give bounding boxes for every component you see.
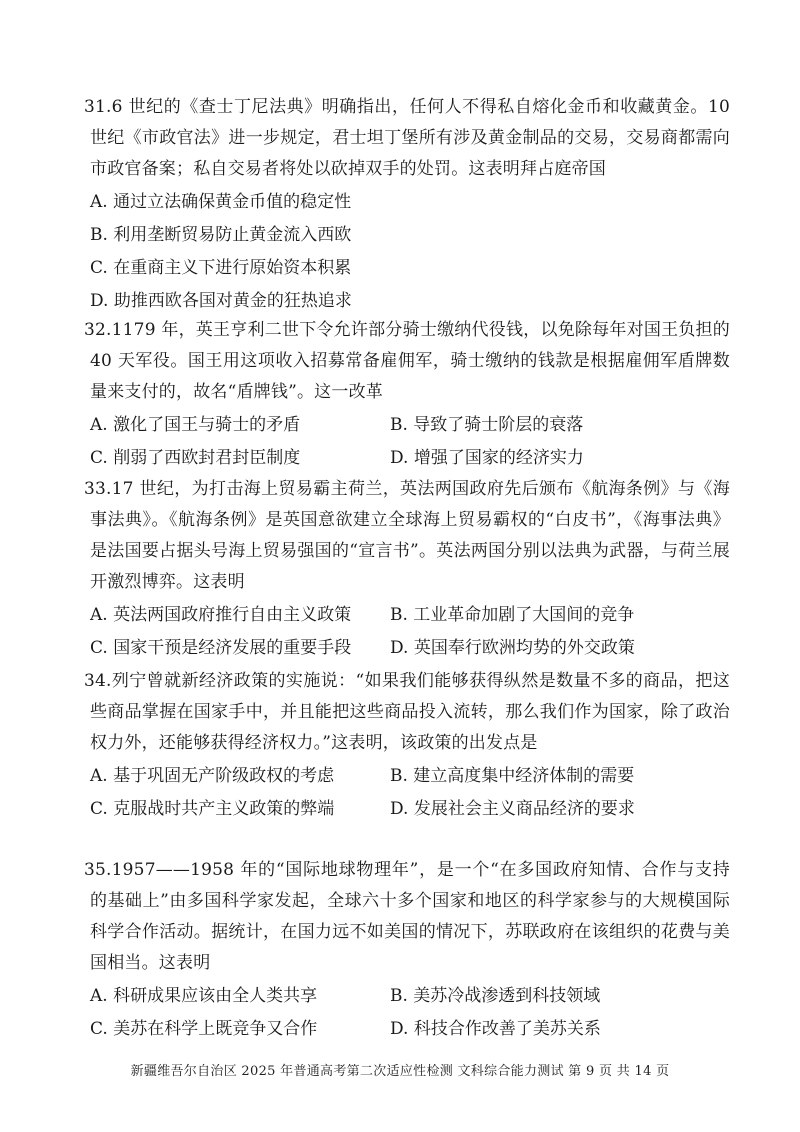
option-b: B. 工业革命加剧了大国间的竞争 [390, 605, 635, 625]
question-number: 35. [84, 860, 112, 880]
option-d: D. 发展社会主义商品经济的要求 [390, 799, 635, 819]
option-d: D. 增强了国家的经济实力 [390, 448, 584, 468]
option-b: B. 美苏冷战渗透到科技领域 [390, 986, 601, 1006]
question-35 [84, 855, 730, 1045]
option-row [90, 410, 730, 441]
question-text: 6 世纪的《查士丁尼法典》明确指出，任何人不得私自熔化金币和收藏黄金。10 世纪《市政官法》进一步规定，君士坦丁堡所有涉及黄金制品的交易，交易商都需向市政官备案；私自交易者将处以砍掉双手的处罚。这表明拜占庭帝国 [90, 97, 730, 179]
option-row [90, 600, 730, 631]
option-d: D. 科技合作改善了美苏关系 [390, 1019, 601, 1039]
option-row [90, 981, 730, 1012]
question-stem [84, 315, 730, 408]
question-33 [84, 474, 730, 664]
option-row [90, 1014, 730, 1045]
option-c: C. 美苏在科学上既竞争又合作 [90, 1019, 318, 1039]
option-d: D. 英国奉行欧洲均势的外交政策 [390, 638, 635, 658]
option-d: D. 助推西欧各国对黄金的狂热追求 [90, 291, 352, 311]
option-row [90, 253, 730, 284]
question-stem [84, 474, 730, 598]
option-c: C. 克服战时共产主义政策的弊端 [90, 799, 335, 819]
option-row [90, 761, 730, 792]
question-text: 列宁曾就新经济政策的实施说：“如果我们能够获得纵然是数量不多的商品，把这些商品掌握在国家手中，并且能把这些商品投入流转，那么我们作为国家，除了政治权力外，还能够获得经济权力。”这表明，该政策的出发点是 [90, 671, 730, 753]
option-a: A. 基于巩固无产阶级政权的考虑 [90, 766, 335, 786]
question-32 [84, 315, 730, 474]
option-row [90, 633, 730, 664]
option-row [90, 794, 730, 825]
question-text: 1957——1958 年的“国际地球物理年”，是一个“在多国政府知情、合作与支持的基础上”由多国科学家发起，全球六十多个国家和地区的科学家参与的大规模国际科学合作活动。据统计，在国力远不如美国的情况下，苏联政府在该组织的花费与美国相当。这表明 [90, 860, 730, 973]
question-number: 34. [84, 671, 112, 691]
option-row [90, 286, 730, 317]
question-34 [84, 666, 730, 825]
question-number: 31. [84, 97, 112, 117]
question-31 [84, 92, 730, 317]
option-a: A. 英法两国政府推行自由主义政策 [90, 605, 352, 625]
option-a: A. 激化了国王与骑士的矛盾 [90, 415, 301, 435]
option-row [90, 220, 730, 251]
question-number: 32. [84, 320, 112, 340]
option-b: B. 导致了骑士阶层的衰落 [390, 415, 584, 435]
page-footer: 新疆维吾尔自治区 2025 年普通高考第二次适应性检测 文科综合能力测试 第 9 页 共 14 页 [130, 1064, 670, 1079]
option-c: C. 国家干预是经济发展的重要手段 [90, 638, 352, 658]
option-row [90, 187, 730, 218]
question-number: 33. [84, 479, 112, 499]
question-text: 17 世纪，为打击海上贸易霸主荷兰，英法两国政府先后颁布《航海条例》与《海事法典》。《航海条例》是英国意欲建立全球海上贸易霸权的“白皮书”，《海事法典》是法国要占据头号海上贸易强国的“宣言书”。英法两国分别以法典为武器，与荷兰展开激烈博弈。这表明 [90, 479, 730, 592]
question-stem [84, 666, 730, 759]
question-stem [84, 855, 730, 979]
option-c: C. 削弱了西欧封君封臣制度 [90, 448, 301, 468]
option-a: A. 科研成果应该由全人类共享 [90, 986, 318, 1006]
option-b: B. 建立高度集中经济体制的需要 [390, 766, 635, 786]
question-text: 1179 年，英王亨利二世下令允许部分骑士缴纳代役钱，以免除每年对国王负担的 40 天军役。国王用这项收入招募常备雇佣军，骑士缴纳的钱款是根据雇佣军盾牌数量来支付的，故名“盾牌钱”。这一改革 [90, 320, 730, 402]
option-c: C. 在重商主义下进行原始资本积累 [90, 258, 352, 278]
option-a: A. 通过立法确保黄金币值的稳定性 [90, 192, 352, 212]
question-stem [84, 92, 730, 185]
option-row [90, 443, 730, 474]
option-b: B. 利用垄断贸易防止黄金流入西欧 [90, 225, 352, 245]
